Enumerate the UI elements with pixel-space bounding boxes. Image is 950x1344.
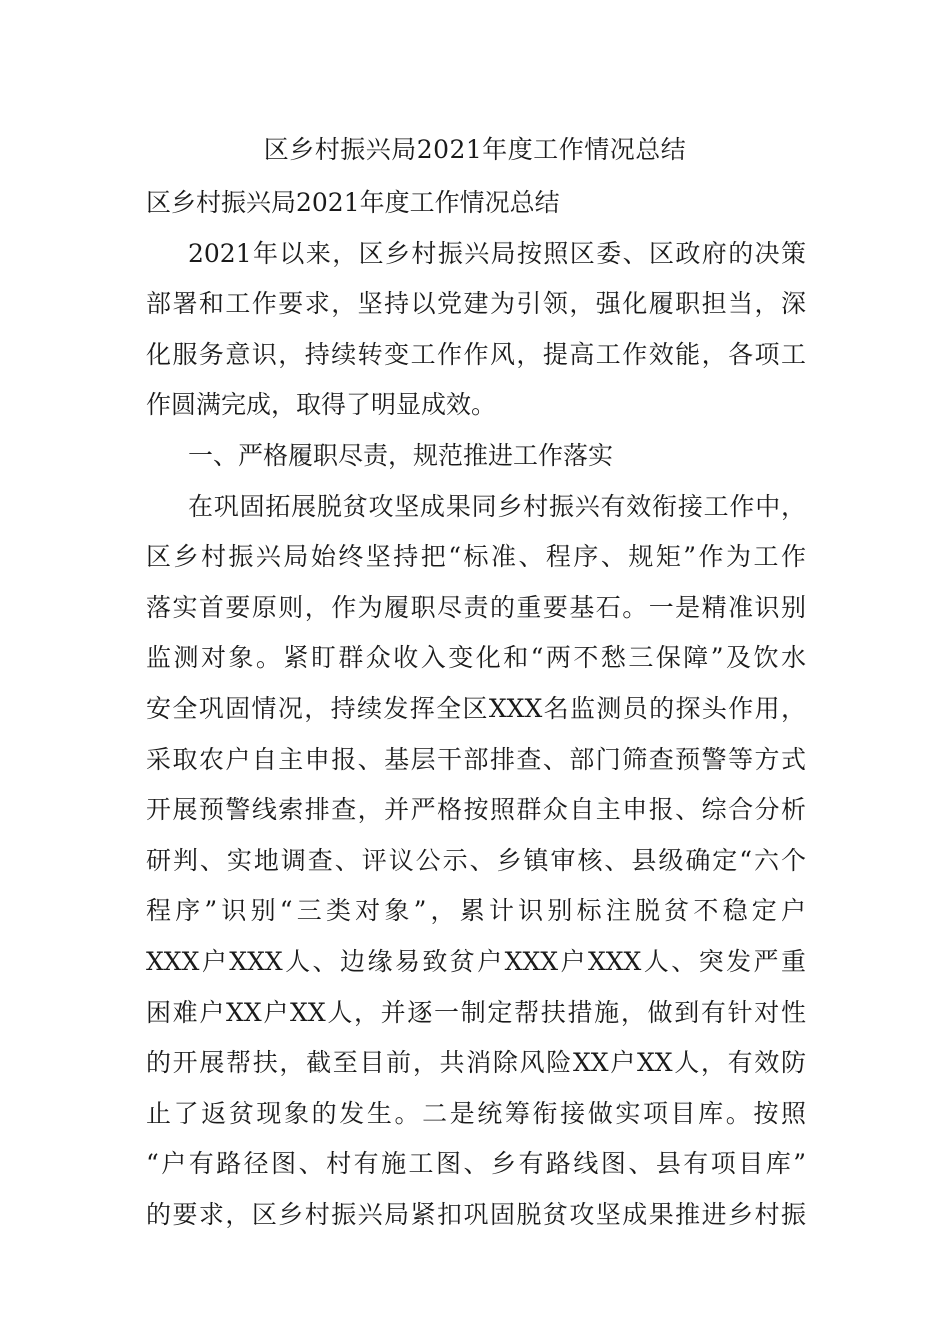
text-line: 部署和工作要求，坚持以党建为引领，强化履职担当，深 <box>146 289 806 319</box>
text-line: 研判、实地调查、评议公示、乡镇审核、县级确定“六个 <box>146 845 806 875</box>
text-line: 程序”识别“三类对象”，累计识别标注脱贫不稳定户 <box>146 896 806 926</box>
document-title: 区乡村振兴局2021年度工作情况总结 <box>263 135 687 164</box>
text-line: XXX户XXX人、边缘易致贫户XXX户XXX人、突发严重 <box>146 946 806 976</box>
text-line: 2021年以来，区乡村振兴局按照区委、区政府的决策 <box>188 238 806 268</box>
text-line: 在巩固拓展脱贫攻坚成果同乡村振兴有效衔接工作中， <box>188 491 806 521</box>
text-line: 区乡村振兴局始终坚持把“标准、程序、规矩”作为工作 <box>146 542 806 572</box>
text-line: 的开展帮扶，截至目前，共消除风险XX户XX人，有效防 <box>146 1048 806 1078</box>
text-line: 安全巩固情况，持续发挥全区XXX名监测员的探头作用， <box>146 693 806 723</box>
text-line: 区乡村振兴局2021年度工作情况总结 <box>146 188 560 217</box>
text-line: 开展预警线索排查，并严格按照群众自主申报、综合分析 <box>146 795 806 825</box>
text-line: 监测对象。紧盯群众收入变化和“两不愁三保障”及饮水 <box>146 643 806 673</box>
text-line: 采取农户自主申报、基层干部排查、部门筛查预警等方式 <box>146 744 806 774</box>
text-line: 作圆满完成，取得了明显成效。 <box>146 390 497 420</box>
text-line: 一、严格履职尽责，规范推进工作落实 <box>188 440 614 470</box>
text-line: 止了返贫现象的发生。二是统筹衔接做实项目库。按照 <box>146 1098 806 1128</box>
text-line: 的要求，区乡村振兴局紧扣巩固脱贫攻坚成果推进乡村振 <box>146 1199 806 1229</box>
text-line: 化服务意识，持续转变工作作风，提高工作效能，各项工 <box>146 339 806 369</box>
text-line: “户有路径图、村有施工图、乡有路线图、县有项目库” <box>146 1149 806 1179</box>
text-line: 困难户XX户XX人，并逐一制定帮扶措施，做到有针对性 <box>146 997 806 1027</box>
text-line: 落实首要原则，作为履职尽责的重要基石。一是精准识别 <box>146 592 806 622</box>
document-body <box>146 178 806 1240</box>
